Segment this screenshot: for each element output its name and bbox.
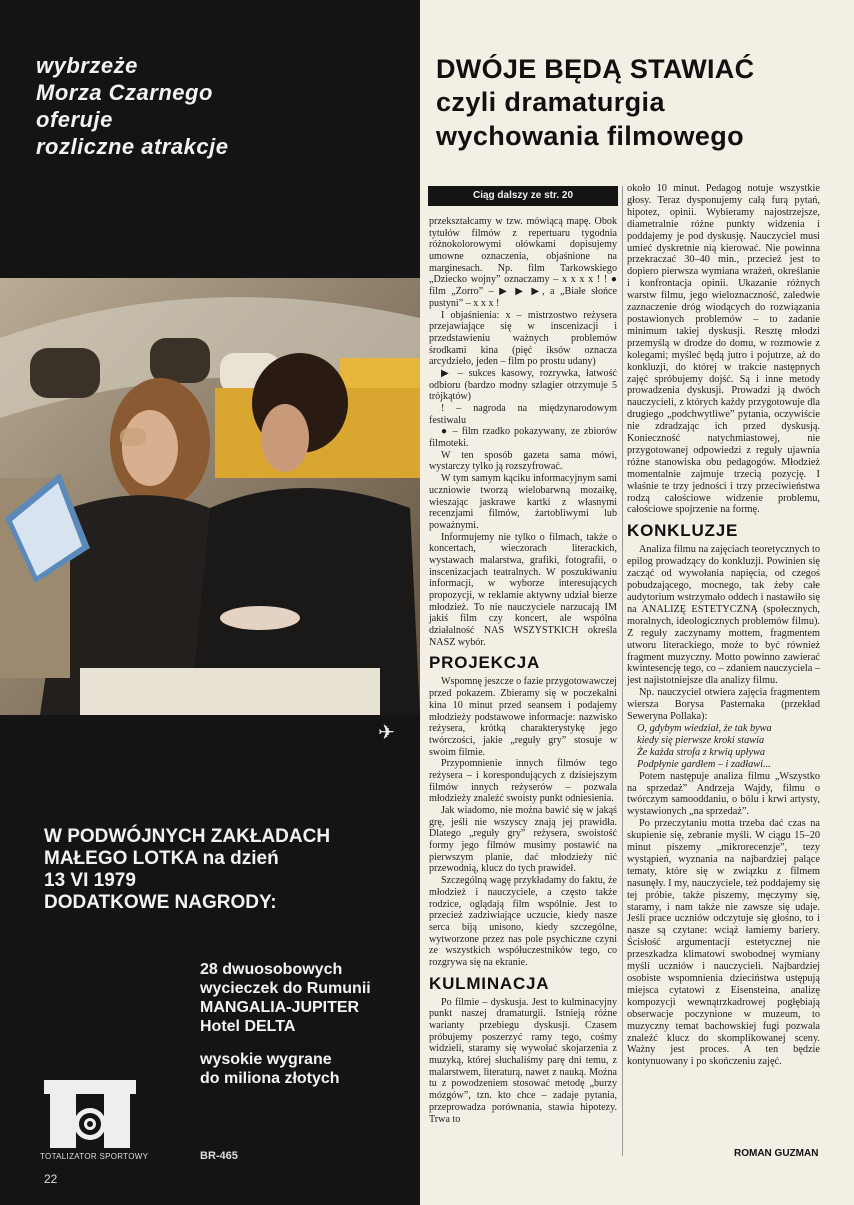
paragraph: przekształcamy w tzw. mówiącą mapę. Obok tytułów filmów z repertuaru tygodnia różnokolorowymi ołówkami dopisujemy umowne oznaczenia, objaśnione na marginesach. Np. film Tarkowskiego „Dziecko wojny” oznaczamy – x x x x ! ! ● film „Zorro” – ▶ ▶ ▶, a „Białe słońce pustyni” – x x x ! (429, 216, 617, 309)
ad-slogan-line: Morza Czarnego (36, 80, 213, 105)
article-column-2 (627, 183, 820, 1068)
photo-illustration (0, 278, 420, 715)
paragraph: Po filmie – dyskusja. Jest to kulminacyjny punkt naszej dramaturgii. Istnieją różne warianty przebiegu dyskusji. Czasem próbujemy poszerzyć ramy tego, cośmy widzieli, staramy się wywołać skojarzenia z muzyką, której słuchaliśmy parę dni temu, z malarstwem, literaturą, nawet z nauką. Można tu z powodzeniem stosować metodę „burzy mózgów”, tzn. kto chce – zadaje pytania, przeprowadza porównania, stawia hipotezy. Trwa to (429, 996, 617, 1125)
paragraph: W tym samym kąciku informacyjnym sami uczniowie tworzą wielobarwną mozaikę, wieszając jaskrawe kartki z własnymi recenzjami filmów, żartobliwymi lub poważnymi. (429, 473, 617, 531)
paragraph: Jak wiadomo, nie można bawić się w jakąś grę, jeśli nie wszyscy znają jej prawidła. Dlatego „reguły gry” reżysera, swoistość formy jego filmów musimy postawić na pierwszym planie, dać młodzieży nić przewodnią, klucz do tych prawideł. (429, 805, 617, 875)
section-heading: KULMINACJA (429, 973, 550, 993)
totalizator-logo (44, 1080, 136, 1148)
column-divider (622, 186, 623, 1156)
ad-slogan (36, 52, 396, 160)
poem-line: O, gdybym wiedział, że tak bywa (637, 722, 772, 734)
prize-line: wysokie wygrane (200, 1051, 332, 1068)
paragraph: Wspomnę jeszcze o fazie przygotowawczej przed pokazem. Zbieramy się w poczekalni kina 10 minut przed seansem i podajemy młodzieży podstawowe informacje: nazwisko reżysera, krótką charakterystykę jego twórczości, jakie „reguły gry” stosuje w swoim filmie. (429, 676, 617, 758)
poem-line: Że każda strofa z krwią upływa (637, 746, 766, 758)
title-line: wychowania filmowego (436, 121, 745, 151)
author-signature: ROMAN GUZMAN (734, 1148, 819, 1159)
article-title (436, 53, 850, 153)
title-line: czyli dramaturgia (436, 87, 665, 117)
ad-slogan-line: oferuje (36, 107, 113, 132)
article-column-1 (429, 216, 617, 1125)
section-heading: PROJEKCJA (429, 653, 541, 673)
ad-slogan-line: rozliczne atrakcje (36, 134, 229, 159)
paragraph: Przypomnienie innych filmów tego reżysera – i korespondujących z dzisiejszym filmów innych reżyserów – pozwala młodzieży znaleźć swoisty punkt odniesienia. (429, 758, 617, 805)
paragraph: W ten sposób gazeta sama mówi, wystarczy tylko ją rozszyfrować. (429, 449, 617, 473)
prize-line: 28 dwuosobowych (200, 961, 343, 978)
prize-line: wycieczek do Rumunii (200, 980, 371, 997)
lotto-line: W PODWÓJNYCH ZAKŁADACH (44, 826, 331, 847)
prize-line: do miliona złotych (200, 1070, 340, 1087)
paragraph: około 10 minut. Pedagog notuje wszystkie głosy. Teraz dysponujemy całą furą pytań, hipotez, opinii. Wybieramy najostrzejsze, diametralnie różne punkty widzenia i poddajemy je pod dyskusję. Nauczyciel musi umieć dyskretnie nią kierować. Nie powinna przekraczać 30–40 min., przecież jest to dopiero pierwsza wymiana wrażeń, określanie i konfrontacja opinii. Ukazanie różnych warstw filmu, jego wieloznaczność, zaledwie zaznaczenie dróg wiodących do rozwiązania postawionych problemów – to zadanie minimum takiej dyskusji. Resztę młodzi przemyślą w drodze do domu, w rozmowie z kolegami; myśleć będą jutro i pojutrze, aż do konkluzji, do której w trakcie następnych zajęć spróbujemy dojść. Są i inne metody prowadzenia dyskusji. Prowadzi ją dwóch nauczycieli, z których każdy przygotowuje dla drugiego „podchwytliwe” pytania, oczywiście nie zdradzając ich przed dyskusją. Konieczność natychmiastowej, nie przygotowanej odpowiedzi z reguły ujawnia różne stanowiska obu pedagogów. Młodzież momentalnie zajmuje trzecią pozycję. I właśnie te trzy jedności i trzy przeciwieństwa rodzą całościowe widzenie problemu, całościowe spojrzenie na formę. (627, 183, 820, 516)
paragraph: Po przeczytaniu motta trzeba dać czas na skupienie się, zebranie myśli. W ciągu 15–20 minut piszemy „mikrorecenzje”, tezy wystąpień, wyznania na najbardziej palące tematy, które się w związku z filmem nasunęły. I my, nauczyciele, też poddajemy się tej próbie, także piszemy, męczymy się, staramy, i nam także nie zawsze się udaje. Jeśli prace uczniów odczytuje się głośno, to i nasze są czytane: wciąż łamiemy bariery. Ścisłość argumentacji estetycznej nie przeszkadza klimatowi swobodnej wymiany myśli uczniów i nauczycieli. Najbardziej osobiste wspomnienia dzieciństwa ustępują miejsca cytatowi z Eisensteina, analizę kompozycji wewnątrzkadrowej pogłębiają obserwacje poczynione w muzeum, to muzyczny temat bachowskiej fugi pozwala znaleźć klucz do skomplikowanej sceny. Ważny jest proces. A ten będzie kontynuowany i po skończeniu zajęć. (627, 818, 820, 1068)
section-heading: KONKLUZJE (627, 521, 739, 541)
lotto-announcement (44, 826, 414, 914)
paragraph: ▶ – sukces kasowy, rozrywka, łatwość odbioru (bardzo modny szlagier otrzymuje 5 trójkątów) (429, 367, 617, 403)
prize-list (200, 960, 415, 1088)
paragraph: I objaśnienia: x – mistrzostwo reżysera przejawiające się w inscenizacji i przedstawieniu ważnych problemów środkami kina (pięć iksów oznacza arcydzieło, jeden – film po prostu udany) (429, 309, 617, 368)
paragraph: ● – film rzadko pokazywany, ze zbiorów filmoteki. (429, 426, 617, 450)
ad-code: BR-465 (200, 1150, 238, 1162)
ad-slogan-line: wybrzeże (36, 53, 138, 78)
paragraph: Potem następuje analiza filmu „Wszystko na sprzedaż” Andrzeja Wajdy, filmu o twórczym samooddaniu, o bólu i krwi artysty, wystawionych „na sprzedaż”. (627, 770, 820, 818)
prize-line: MANGALIA-JUPITER (200, 999, 360, 1016)
lotto-line: DODATKOWE NAGRODY: (44, 892, 277, 913)
paragraph: ! – nagroda na międzynarodowym festiwalu (429, 403, 617, 426)
page-number: 22 (44, 1172, 58, 1186)
prize-line: Hotel DELTA (200, 1018, 296, 1035)
poem-line: Podpłynie gardłem – i zadławi... (637, 758, 771, 770)
title-line: DWÓJE BĘDĄ STAWIAĆ (436, 54, 755, 84)
bird-icon: ✈ (378, 720, 395, 744)
paragraph: Informujemy nie tylko o filmach, także o koncertach, wieczorach literackich, wystawach malarstwa, grafiki, fotografii, o inscenizacjach teatralnych. W poszukiwaniu informacji, w wyborze interesujących propozycji, w reklamie aktywny udział bierze młodzież. To nie nauczyciele narzucają IM jakiś film czy koncert, ale wspólna działalność NAS WSZYSTKICH określa NASZ wybór. (429, 531, 617, 648)
paragraph: Analiza filmu na zajęciach teoretycznych to epilog prowadzący do konkluzji. Powinien się zacząć od wywołania napięcia, od czegoś pobudzającego, mocnego, tak żeby całe audytorium wstrzymało oddech i nastawiło się na ANALIZĘ ESTETYCZNĄ (społecznych, moralnych, ideologicznych problemów filmu). Z reguły zaczynamy mottem, fragmentem utworu literackiego, może to być również fragment muzyczny. Motto powinno zawierać kwintesencję tego, co – zdaniem nauczyciela – jest najistotniejsze dla analizy filmu. (627, 544, 820, 687)
logo-caption: TOTALIZATOR SPORTOWY (40, 1152, 149, 1161)
lotto-line: MAŁEGO LOTKA na dzień (44, 848, 279, 869)
lotto-line: 13 VI 1979 (44, 870, 136, 891)
paragraph: Szczególną wagę przykładamy do faktu, że młodzież i nauczyciele, a często także rodzice, oglądają film wspólnie. Jest to przecież zadziwiające uczucie, kiedy nasze serca biją unisono, kiedy szczególne, wytworzone przez nas pole psychiczne czyni ze wszystkich współuczestników tego, co rozgrywa się na ekranie. (429, 875, 617, 968)
couple-in-airplane-photo (0, 278, 420, 715)
advertisement-panel (0, 0, 420, 1205)
paragraph: Np. nauczyciel otwiera zajęcia fragmentem wiersza Borysa Pasternaka (przekład Seweryna Pollaka): (627, 687, 820, 723)
poem-line: kiedy się pierwsze kroki stawia (637, 734, 765, 746)
continued-label: Ciąg dalszy ze str. 20 (428, 186, 618, 206)
